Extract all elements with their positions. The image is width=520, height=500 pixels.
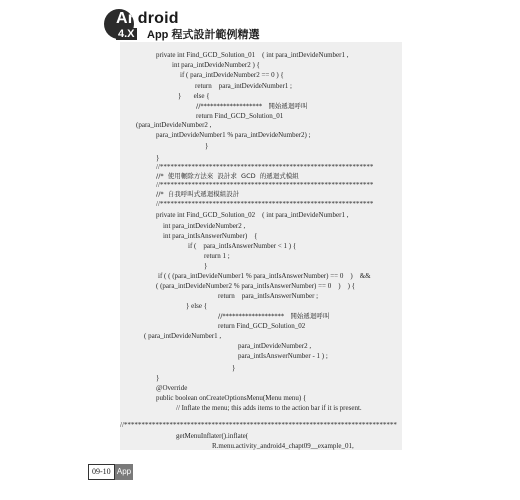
code-comment-line: //* 自我呼叫式遞迴模組設計 xyxy=(156,190,240,198)
code-comment-line: //******************* 開始遞迴呼叫 xyxy=(218,312,330,320)
comment-divider: //************************************************************* xyxy=(156,200,374,208)
code-line: private int Find_GCD_Solution_02 ( int para_intDevideNumber1 , xyxy=(156,211,349,219)
code-line: return para_intDevideNumber1 ; xyxy=(195,82,292,90)
code-line: para_intIsAnswerNumber - 1 ) ; xyxy=(238,352,328,360)
page-number: 09-10 xyxy=(88,464,115,480)
code-line: int para_intIsAnswerNumber) { xyxy=(163,232,258,240)
code-line: if ( ( (para_intDevideNumber1 % para_intIsAnswerNumber) == 0 ) && xyxy=(158,272,371,280)
comment-divider: //****************************************************************************** xyxy=(120,421,397,429)
code-line: } else { xyxy=(186,302,208,310)
code-line: (para_intDevideNumber2 , xyxy=(136,121,212,129)
code-line: } xyxy=(204,262,208,270)
code-line: // Inflate the menu; this adds items to the action bar if it is present. xyxy=(176,404,362,412)
comment-divider: //************************************************************* xyxy=(156,163,374,171)
code-line: getMenuInflater().inflate( xyxy=(176,432,249,440)
code-line: @Override xyxy=(156,384,188,392)
code-comment-line: //* 使用輾除方法來 設計求 GCD 的遞迴式模組 xyxy=(156,172,299,180)
code-comment-line: //******************* 開始遞迴呼叫 xyxy=(196,102,308,110)
comment-divider: //************************************************************* xyxy=(156,181,374,189)
code-line: private int Find_GCD_Solution_01 ( int para_intDevideNumber1 , xyxy=(156,51,349,59)
book-subtitle: App 程式設計範例精選 xyxy=(147,29,260,41)
code-line: } else { xyxy=(178,92,210,100)
code-line: } xyxy=(156,154,160,162)
code-line: } xyxy=(156,374,160,382)
code-line: if ( para_intIsAnswerNumber < 1 ) { xyxy=(188,242,297,250)
code-line: int para_intDevideNumber2 ) { xyxy=(172,61,260,69)
code-line: return para_intIsAnswerNumber ; xyxy=(218,292,319,300)
code-line: para_intDevideNumber1 % para_intDevideNumber2) ; xyxy=(156,131,311,139)
logo-android-word: Android xyxy=(116,10,179,27)
code-line: } xyxy=(232,364,236,372)
code-line: ( (para_intDevideNumber2 % para_intIsAnswerNumber) == 0 ) ) { xyxy=(156,282,356,290)
code-line: public boolean onCreateOptionsMenu(Menu menu) { xyxy=(156,394,307,402)
code-line: return 1 ; xyxy=(204,252,230,260)
code-line: int para_intDevideNumber2 , xyxy=(163,222,246,230)
section-tag: App xyxy=(115,464,133,480)
code-line: } xyxy=(205,142,209,150)
code-line: return Find_GCD_Solution_02 xyxy=(218,322,306,330)
logo-version: 4.X xyxy=(118,28,135,40)
code-line: R.menu.activity_android4_chapt09__example_01, xyxy=(212,442,354,450)
code-line: if ( para_intDevideNumber2 == 0 ) { xyxy=(180,71,284,79)
code-line: return Find_GCD_Solution_01 xyxy=(196,112,284,120)
code-line: para_intDevideNumber2 , xyxy=(238,342,312,350)
code-line: ( para_intDevideNumber1 , xyxy=(144,332,222,340)
